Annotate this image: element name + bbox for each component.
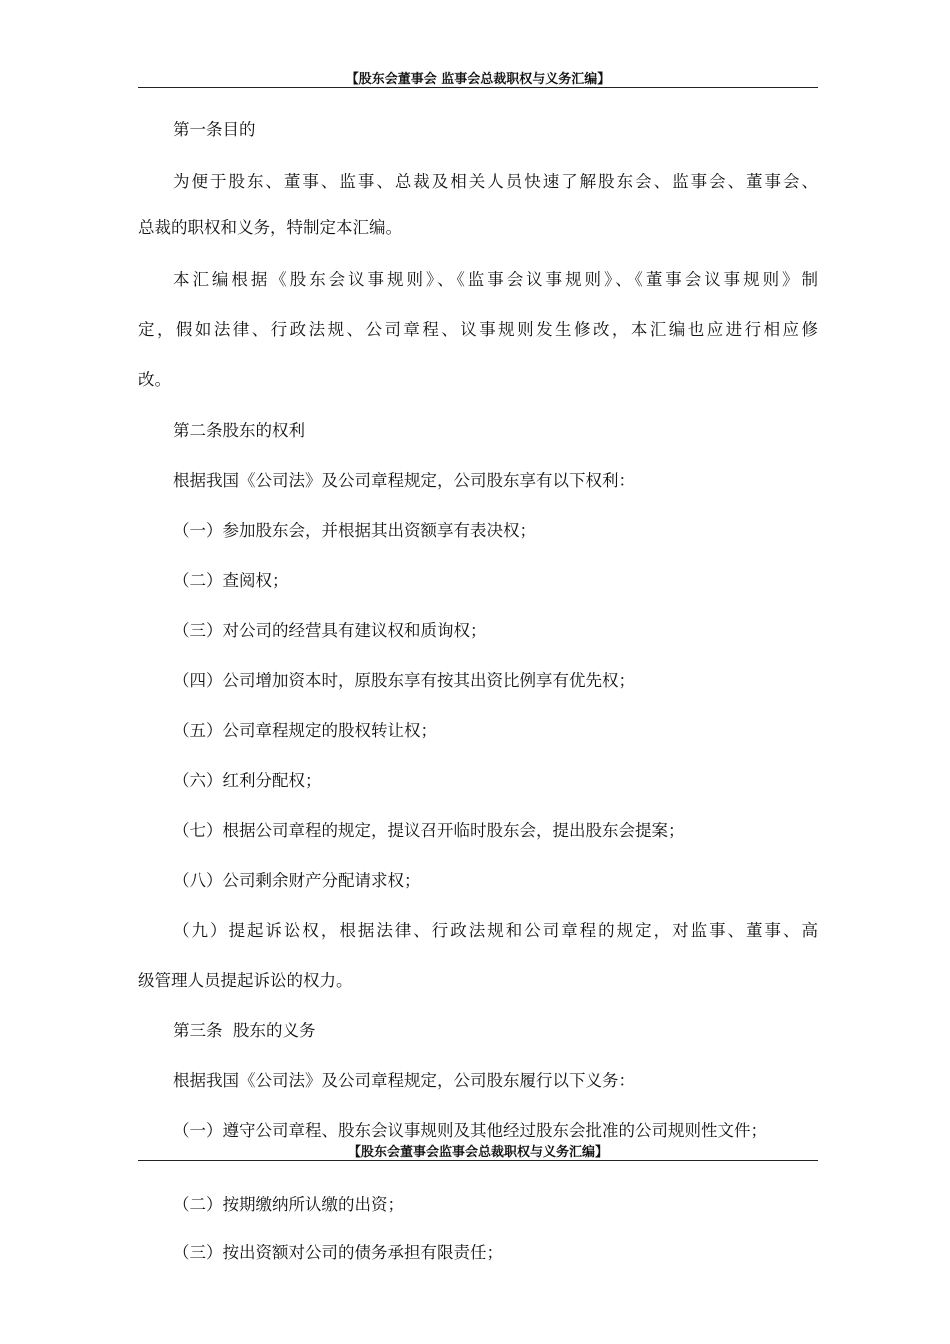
- running-header-2: 【股东会董事会监事会总裁职权与义务汇编】: [347, 1145, 608, 1160]
- article-2-item-7: （七）根据公司章程的规定，提议召开临时股东会，提出股东会提案；: [173, 821, 685, 840]
- running-header: 【股东会董事会 监事会总裁职权与义务汇编】: [345, 72, 611, 87]
- article-3-item-2: （二）按期缴纳所认缴的出资；: [173, 1195, 404, 1214]
- article-3-intro: 根据我国《公司法》及公司章程规定，公司股东履行以下义务：: [173, 1071, 635, 1090]
- article-2-item-9-line-1: （九）提起诉讼权，根据法律、行政法规和公司章程的规定，对监事、董事、高: [173, 921, 818, 940]
- article-1-paragraph-2-line-3: 改。: [138, 370, 171, 389]
- header-rule: [138, 87, 818, 88]
- article-2-item-8: （八）公司剩余财产分配请求权；: [173, 871, 421, 890]
- article-3-title: 第三条 股东的义务: [173, 1021, 316, 1040]
- article-2-intro: 根据我国《公司法》及公司章程规定，公司股东享有以下权利：: [173, 471, 635, 490]
- article-1-paragraph-2-line-2: 定，假如法律、行政法规、公司章程、议事规则发生修改，本汇编也应进行相应修: [138, 320, 818, 339]
- header-rule-2: [138, 1160, 818, 1161]
- article-3-item-1: （一）遵守公司章程、股东会议事规则及其他经过股东会批准的公司规则性文件；: [173, 1121, 767, 1140]
- article-2-item-4: （四）公司增加资本时，原股东享有按其出资比例享有优先权；: [173, 671, 635, 690]
- article-2-item-9-line-2: 级管理人员提起诉讼的权力。: [138, 971, 353, 990]
- article-1-paragraph-1-line-1: 为便于股东、董事、监事、总裁及相关人员快速了解股东会、监事会、董事会、: [173, 172, 818, 191]
- article-2-item-2: （二）查阅权；: [173, 571, 289, 590]
- article-3-item-3: （三）按出资额对公司的债务承担有限责任；: [173, 1243, 503, 1262]
- article-2-title: 第二条股东的权利: [173, 421, 305, 440]
- article-2-item-3: （三）对公司的经营具有建议权和质询权；: [173, 621, 487, 640]
- article-1-title: 第一条目的: [173, 120, 256, 139]
- article-2-item-6: （六）红利分配权；: [173, 771, 322, 790]
- article-2-item-5: （五）公司章程规定的股权转让权；: [173, 721, 437, 740]
- article-1-paragraph-1-line-2: 总裁的职权和义务，特制定本汇编。: [138, 218, 402, 237]
- article-1-paragraph-2-line-1: 本汇编根据《股东会议事规则》、《监事会议事规则》、《董事会议事规则》制: [173, 270, 818, 289]
- article-2-item-1: （一）参加股东会，并根据其出资额享有表决权；: [173, 521, 536, 540]
